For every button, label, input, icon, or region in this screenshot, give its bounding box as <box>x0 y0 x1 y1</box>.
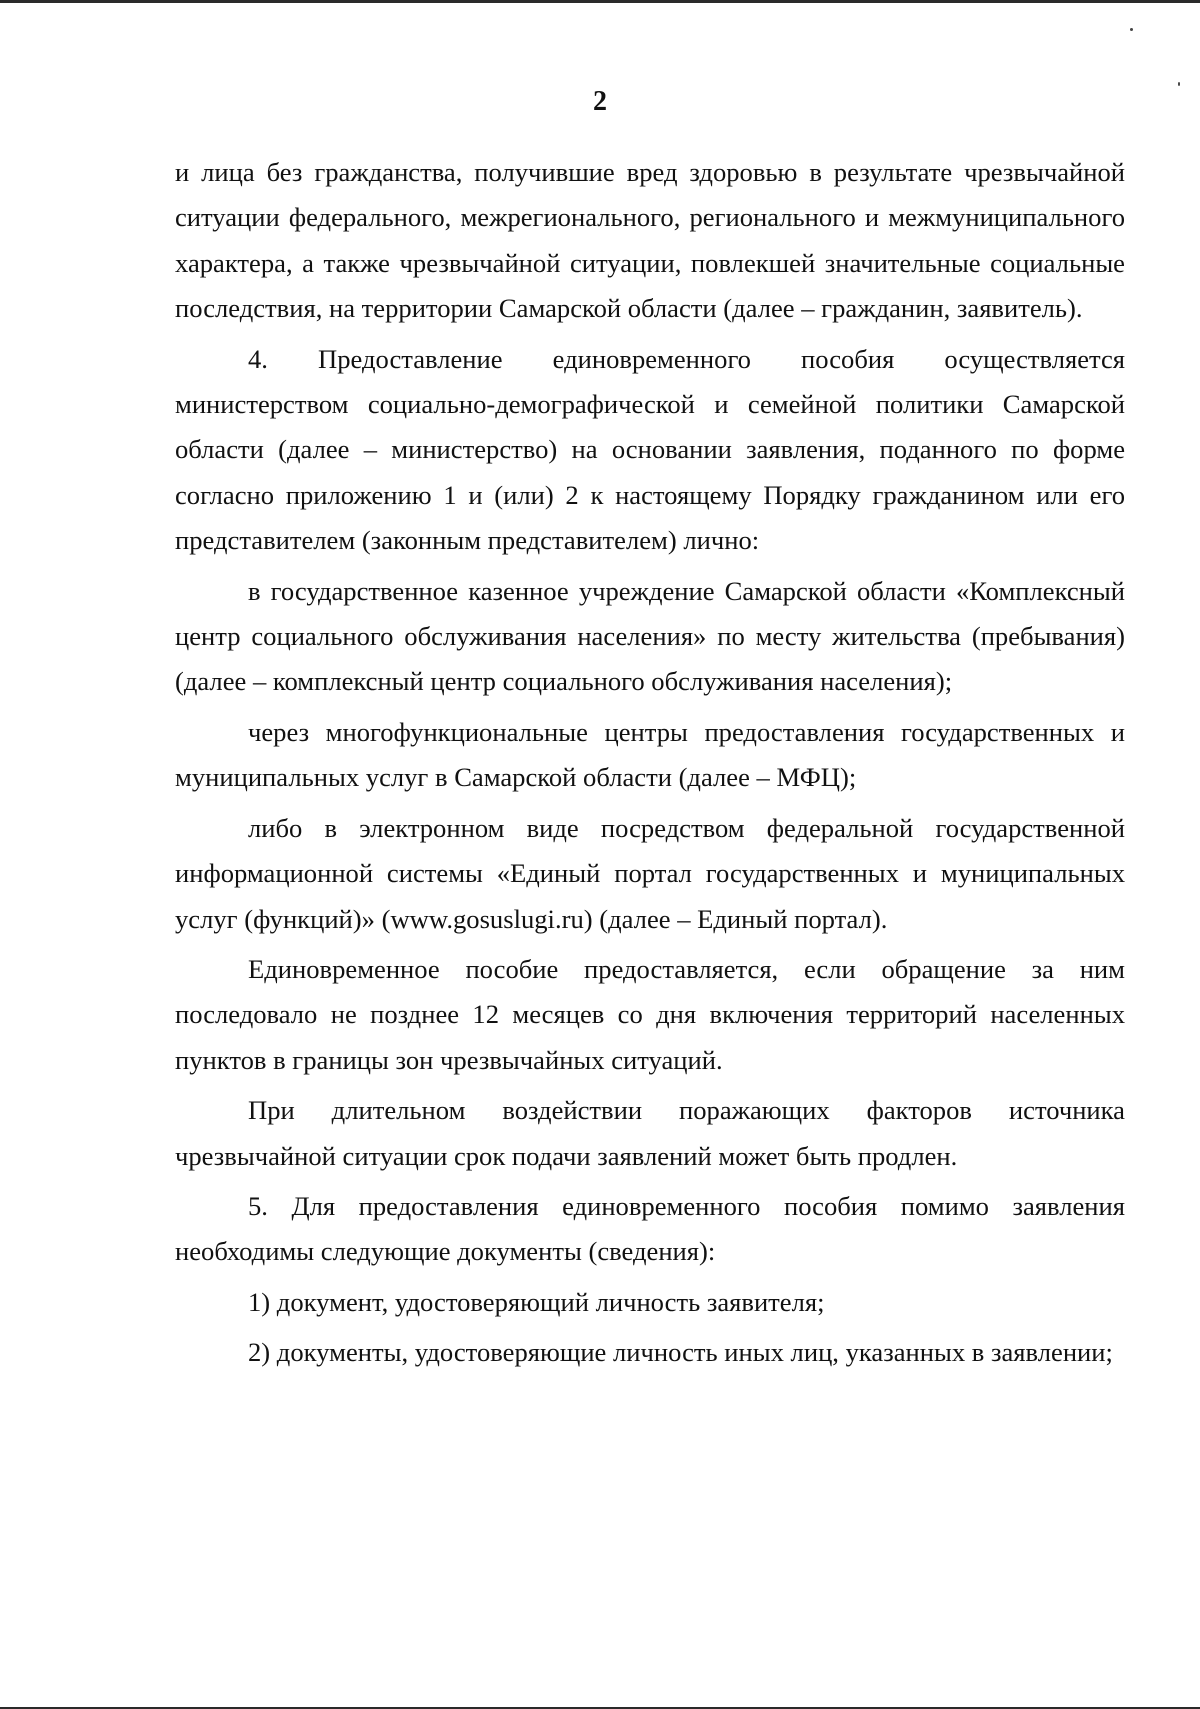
paragraph: и лица без гражданства, получившие вред здоровью в результате чрезвычайной ситуации федерального, межрегионального, регионального и межмуниципального характера, а также чрезвычайной ситуации, повлекшей значительные социальные последствия, на территории Самарской области (далее – гражданин, заявитель). <box>175 157 1125 324</box>
paragraph: Единовременное пособие предоставляется, если обращение за ним последовало не позднее 12 месяцев со дня включения территорий населенных пунктов в границы зон чрезвычайных ситуаций. <box>175 953 1125 1075</box>
paragraph: в государственное казенное учреждение Самарской области «Комплексный центр социального обслуживания населения» по месту жительства (пребывания) (далее – комплексный центр социального обслуживания населения); <box>175 575 1125 697</box>
paragraph: либо в электронном виде посредством федеральной государственной информационной системы «Единый портал государственных и муниципальных услуг (функций)» (www.gosuslugi.ru) (далее – Единый портал). <box>175 812 1125 934</box>
paragraph: При длительном воздействии поражающих факторов источника чрезвычайной ситуации срок подачи заявлений может быть продлен. <box>175 1095 1125 1171</box>
scan-speck <box>1130 28 1133 31</box>
list-item: 2) документы, удостоверяющие личность иных лиц, указанных в заявлении; <box>248 1337 1113 1368</box>
paragraph: через многофункциональные центры предоставления государственных и муниципальных услуг в Самарской области (далее – МФЦ); <box>175 716 1125 793</box>
paragraph: 5. Для предоставления единовременного пособия помимо заявления необходимы следующие документы (сведения): <box>175 1190 1125 1267</box>
document-body <box>175 150 1125 1376</box>
scan-top-edge <box>0 0 1200 3</box>
page-number: 2 <box>593 86 607 117</box>
list-item: 1) документ, удостоверяющий личность заявителя; <box>248 1286 825 1317</box>
scan-speck <box>1178 82 1180 86</box>
paragraph: 4. Предоставление единовременного пособия осуществляется министерством социально-демографической и семейной политики Самарской области (далее – министерство) на основании заявления, поданного по форме согласно приложению 1 и (или) 2 к настоящему Порядку гражданином или его представителем (законным представителем) лично: <box>175 343 1125 556</box>
